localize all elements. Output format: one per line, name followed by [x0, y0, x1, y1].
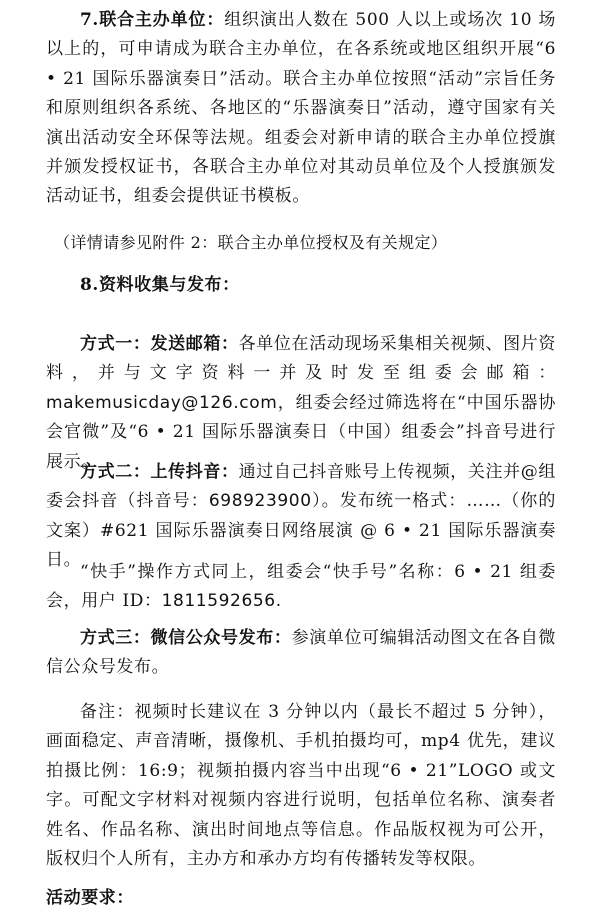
method-3-label: 方式三：微信公众号发布：: [80, 628, 292, 648]
kuaishou-user-id: 1811592656: [161, 591, 276, 612]
section-7-paragraph: [46, 6, 556, 212]
method-3-body: 参演单位可编辑活动图文在各自微信公众号发布。: [46, 628, 557, 678]
method-1-body-after: ，组委会经过筛选将在“中国乐器协会官微”及“6 • 21 国际乐器演奏日（中国）组委会”抖音号进行展示。: [46, 392, 556, 472]
method-2-label: 方式二：上传抖音：: [80, 462, 239, 482]
activity-requirements-heading: 活动要求：: [46, 888, 134, 908]
kuaishou-body: “快手”操作方式同上，组委会“快手号”名称：6 • 21 组委会，用户 ID：: [46, 562, 556, 612]
section-7-title: 联合主办单位：: [98, 10, 225, 30]
method-1-label: 方式一：发送邮箱：: [80, 334, 239, 354]
attachment-note: （详情请参见附件 2：联合主办单位授权及有关规定）: [54, 233, 448, 252]
method-2-body-before: 通过自己抖音账号上传视频，关注并@组委会抖音（抖音号：: [46, 462, 556, 512]
method-1-body-before: 各单位在活动现场采集相关视频、图片资料，并与文字资料一并及时发至组委会邮箱：: [46, 334, 556, 384]
section-7-number: 7.: [80, 10, 99, 30]
kuaishou-paragraph: [46, 558, 556, 617]
section-8-number: 8.: [80, 275, 99, 295]
section-7-body: 组织演出人数在 500 人以上或场次 10 场以上的，可申请成为联合主办单位，在各系统或地区组织开展“6 • 21 国际乐器演奏日”活动。联合主办单位按照“活动”宗旨任务和原则组织各系统、各地区的“乐器演奏日”活动，遵守国家有关演出活动安全环保等法规。组委会对新申请的联合主办单位授旗并颁发授权证书，各联合主办单位对其动员单位及个人授旗颁发活动证书，组委会提供证书模板。: [46, 10, 556, 207]
method-2-body-after: ）。发布统一格式：……（你的文案）#621 国际乐器演奏日网络展演 @ 6 • 21 国际乐器演奏日。: [46, 491, 556, 571]
method-1-paragraph: [46, 330, 556, 477]
section-8-title: 资料收集与发布：: [98, 275, 240, 295]
remark-paragraph: [46, 698, 556, 874]
method-3-paragraph: [46, 624, 556, 683]
remark-body: 备注：视频时长建议在 3 分钟以内（最长不超过 5 分钟），画面稳定、声音清晰，摄像机、手机拍摄均可，mp4 优先，建议拍摄比例：16:9；视频拍摄内容当中出现“6 • 21”LOGO 或文字。可配文字材料对视频内容进行说明，包括单位名称、演奏者姓名、作品名称、演出时间地点等信息。作品版权视为可公开，版权归个人所有，主办方和承办方均有传播转发等权限。: [46, 702, 556, 870]
method-2-douyin-id: 698923900: [208, 491, 312, 512]
section-8-heading: [80, 271, 240, 300]
kuaishou-end: .: [275, 591, 282, 612]
method-1-email: makemusicday@126.com: [46, 392, 278, 413]
